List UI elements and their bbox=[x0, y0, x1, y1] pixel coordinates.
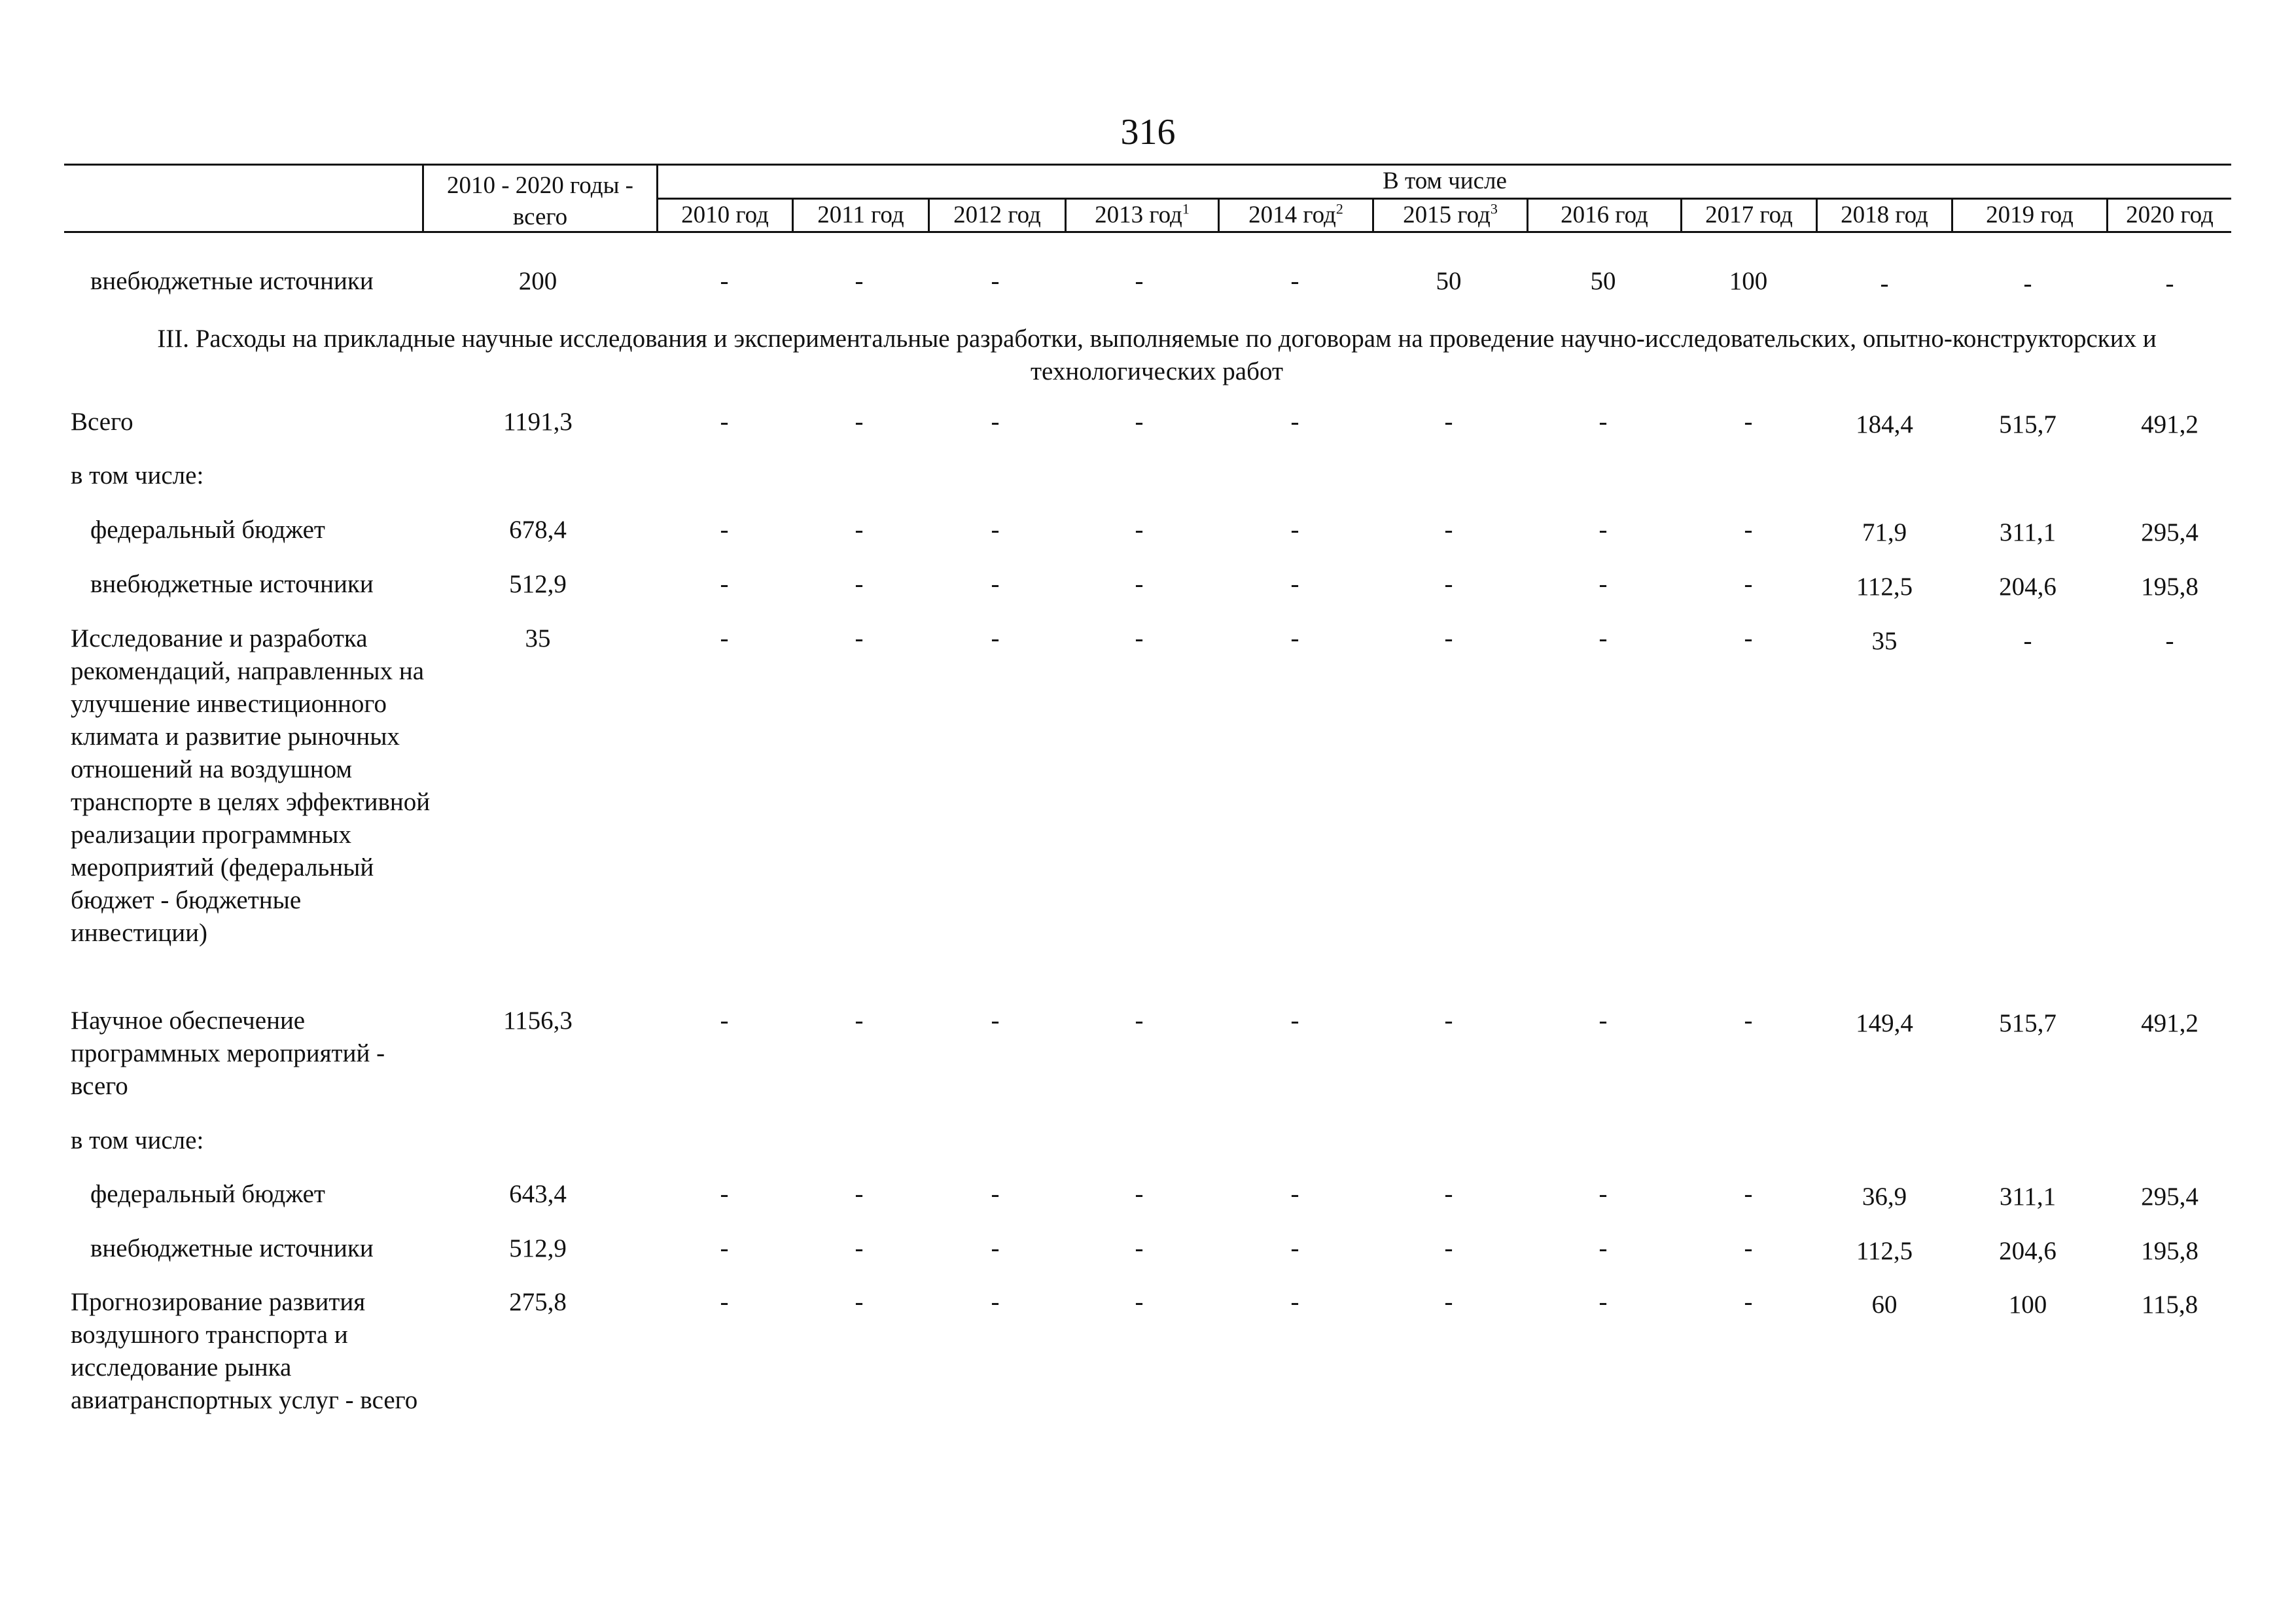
row-year-value: - bbox=[720, 267, 729, 295]
row-total: 1191,3 bbox=[503, 408, 573, 436]
row-year-value: - bbox=[1290, 267, 1299, 295]
row-total: 678,4 bbox=[509, 516, 567, 544]
row-year-value: - bbox=[2023, 627, 2032, 655]
row-label: Всего bbox=[71, 408, 133, 436]
row-year-value: - bbox=[1135, 1180, 1144, 1208]
row-label: Прогнозирование развития воздушного транспорта и исследование рынка авиатранспортных услуг - всего bbox=[71, 1288, 418, 1414]
row-year-value: 195,8 bbox=[2141, 1237, 2199, 1265]
header-year: 2017 год bbox=[1705, 202, 1793, 228]
header-year: 2010 год bbox=[681, 202, 769, 228]
row-year-value: 295,4 bbox=[2141, 1183, 2199, 1211]
row-year-value: - bbox=[1744, 408, 1753, 436]
row-label: в том числе: bbox=[71, 461, 204, 490]
row-year-value: - bbox=[720, 1007, 729, 1035]
row-year-value: - bbox=[1444, 1234, 1453, 1262]
header-top-rule bbox=[64, 164, 2231, 166]
row-year-value: 491,2 bbox=[2141, 410, 2199, 438]
row-year-value: 204,6 bbox=[1999, 1237, 2057, 1265]
row-label: внебюджетные источники bbox=[90, 1234, 374, 1262]
page-number: 316 bbox=[1120, 112, 1176, 152]
header-year: 2020 год bbox=[2126, 202, 2214, 228]
row-year-value: - bbox=[855, 1234, 864, 1262]
row-year-value: - bbox=[1290, 624, 1299, 652]
row-year-value: 195,8 bbox=[2141, 573, 2199, 601]
row-year-value: 35 bbox=[1871, 627, 1898, 655]
row-year-value: - bbox=[1744, 1234, 1753, 1262]
row-year-value: 50 bbox=[1436, 267, 1462, 295]
row-year-value: - bbox=[991, 570, 1000, 598]
row-year-value: - bbox=[1444, 1180, 1453, 1208]
row-year-value: - bbox=[1135, 1007, 1144, 1035]
row-year-value: - bbox=[1744, 624, 1753, 652]
row-year-value: - bbox=[720, 570, 729, 598]
row-year-value: - bbox=[1135, 570, 1144, 598]
row-total: 643,4 bbox=[509, 1180, 567, 1208]
row-year-value: - bbox=[2023, 270, 2032, 298]
header-bottom-rule bbox=[64, 231, 2231, 233]
row-year-value: - bbox=[1135, 408, 1144, 436]
row-year-value: - bbox=[1290, 1180, 1299, 1208]
row-year-value: 50 bbox=[1590, 267, 1616, 295]
row-total: 35 bbox=[525, 624, 551, 652]
row-year-value: 295,4 bbox=[2141, 518, 2199, 546]
header-total-column: 2010 - 2020 годы - всего bbox=[446, 172, 633, 230]
row-label: внебюджетные источники bbox=[90, 570, 374, 598]
row-year-value: - bbox=[1290, 570, 1299, 598]
row-year-value: 311,1 bbox=[1999, 518, 2057, 546]
row-year-value: - bbox=[1744, 570, 1753, 598]
row-year-value: - bbox=[1598, 408, 1608, 436]
row-year-value: - bbox=[1744, 516, 1753, 544]
row-year-value: - bbox=[1598, 1007, 1608, 1035]
row-year-value: - bbox=[855, 1180, 864, 1208]
row-year-value: - bbox=[1744, 1007, 1753, 1035]
row-year-value: - bbox=[1444, 1007, 1453, 1035]
row-year-value: 204,6 bbox=[1999, 573, 2057, 601]
row-year-value: - bbox=[1444, 570, 1453, 598]
row-year-value: - bbox=[720, 408, 729, 436]
row-year-value: - bbox=[1290, 516, 1299, 544]
row-label: внебюджетные источники bbox=[90, 267, 374, 295]
row-label: Научное обеспечение программных мероприятий - всего bbox=[71, 1007, 385, 1100]
row-year-value: - bbox=[1444, 408, 1453, 436]
header-year: 2011 год bbox=[817, 202, 904, 228]
row-year-value: 100 bbox=[1729, 267, 1768, 295]
row-year-value: - bbox=[720, 1288, 729, 1316]
header-year: 2014 год$^2$ bbox=[1248, 200, 1343, 228]
row-year-value: - bbox=[991, 1007, 1000, 1035]
header-year: 2019 год bbox=[1986, 202, 2074, 228]
row-year-value: - bbox=[1135, 267, 1144, 295]
row-year-value: 491,2 bbox=[2141, 1009, 2199, 1037]
header-year-rule bbox=[656, 198, 2231, 200]
row-year-value: - bbox=[1880, 270, 1889, 298]
row-year-value: - bbox=[855, 624, 864, 652]
row-year-value: - bbox=[1598, 516, 1608, 544]
row-year-value: 149,4 bbox=[1856, 1009, 1913, 1037]
row-year-value: 184,4 bbox=[1856, 410, 1913, 438]
row-year-value: - bbox=[1444, 1288, 1453, 1316]
header-year: 2018 год bbox=[1841, 202, 1928, 228]
row-total: 512,9 bbox=[509, 570, 567, 598]
row-total: 200 bbox=[518, 267, 557, 295]
row-year-value: - bbox=[991, 624, 1000, 652]
row-label: Исследование и разработка рекомендаций, направленных на улучшение инвестиционного климата и развитие рыночных отношений на воздушном транспорте в целях эффективной реализации программных мероприятий (федеральный бюджет - бюджетные инвестиции) bbox=[71, 624, 431, 947]
row-year-value: - bbox=[1290, 408, 1299, 436]
row-year-value: - bbox=[720, 516, 729, 544]
row-year-value: - bbox=[1444, 516, 1453, 544]
row-year-value: - bbox=[991, 516, 1000, 544]
row-year-value: - bbox=[1744, 1288, 1753, 1316]
row-year-value: - bbox=[720, 624, 729, 652]
row-year-value: 515,7 bbox=[1999, 1009, 2057, 1037]
row-year-value: 311,1 bbox=[1999, 1183, 2057, 1211]
header-year: 2012 год bbox=[953, 202, 1041, 228]
row-label: федеральный бюджет bbox=[90, 516, 325, 544]
header-year: 2015 год$^3$ bbox=[1403, 200, 1498, 228]
row-total: 512,9 bbox=[509, 1234, 567, 1262]
row-year-value: - bbox=[720, 1234, 729, 1262]
row-year-value: - bbox=[1598, 1288, 1608, 1316]
row-year-value: - bbox=[2165, 270, 2174, 298]
row-year-value: - bbox=[855, 408, 864, 436]
row-year-value: - bbox=[720, 1180, 729, 1208]
header-year: 2013 год$^1$ bbox=[1095, 200, 1190, 228]
row-year-value: - bbox=[2165, 627, 2174, 655]
row-year-value: - bbox=[1598, 1234, 1608, 1262]
row-total: 275,8 bbox=[509, 1288, 567, 1316]
row-year-value: - bbox=[991, 267, 1000, 295]
row-year-value: - bbox=[855, 1288, 864, 1316]
row-year-value: - bbox=[991, 408, 1000, 436]
row-year-value: - bbox=[1135, 1288, 1144, 1316]
row-year-value: - bbox=[1135, 1234, 1144, 1262]
row-year-value: 100 bbox=[2008, 1291, 2047, 1319]
row-year-value: - bbox=[1598, 570, 1608, 598]
section-title: III. Расходы на прикладные научные исследования и экспериментальные разработки, выполняемые по договорам на проведение научно-исследовательских, опытно-конструкторских и технологических работ bbox=[157, 325, 2157, 385]
row-year-value: - bbox=[855, 267, 864, 295]
row-year-value: - bbox=[1744, 1180, 1753, 1208]
row-year-value: - bbox=[855, 516, 864, 544]
row-label: федеральный бюджет bbox=[90, 1180, 325, 1208]
row-year-value: 36,9 bbox=[1862, 1183, 1907, 1211]
row-year-value: 60 bbox=[1871, 1291, 1898, 1319]
row-year-value: - bbox=[1290, 1007, 1299, 1035]
row-year-value: - bbox=[855, 1007, 864, 1035]
row-year-value: - bbox=[991, 1288, 1000, 1316]
header-group-label: В том числе bbox=[1383, 168, 1507, 194]
row-year-value: - bbox=[1444, 624, 1453, 652]
row-year-value: - bbox=[1135, 516, 1144, 544]
row-year-value: - bbox=[1135, 624, 1144, 652]
row-year-value: - bbox=[855, 570, 864, 598]
row-year-value: - bbox=[1290, 1234, 1299, 1262]
row-total: 1156,3 bbox=[503, 1007, 573, 1035]
header-year: 2016 год bbox=[1561, 202, 1648, 228]
row-year-value: - bbox=[1598, 624, 1608, 652]
row-year-value: - bbox=[991, 1180, 1000, 1208]
row-year-value: - bbox=[991, 1234, 1000, 1262]
row-year-value: - bbox=[1598, 1180, 1608, 1208]
row-year-value: 112,5 bbox=[1856, 573, 1913, 601]
row-year-value: 71,9 bbox=[1862, 518, 1907, 546]
row-year-value: 515,7 bbox=[1999, 410, 2057, 438]
row-year-value: 115,8 bbox=[2141, 1291, 2199, 1319]
row-year-value: - bbox=[1290, 1288, 1299, 1316]
row-year-value: 112,5 bbox=[1856, 1237, 1913, 1265]
row-label: в том числе: bbox=[71, 1126, 204, 1154]
